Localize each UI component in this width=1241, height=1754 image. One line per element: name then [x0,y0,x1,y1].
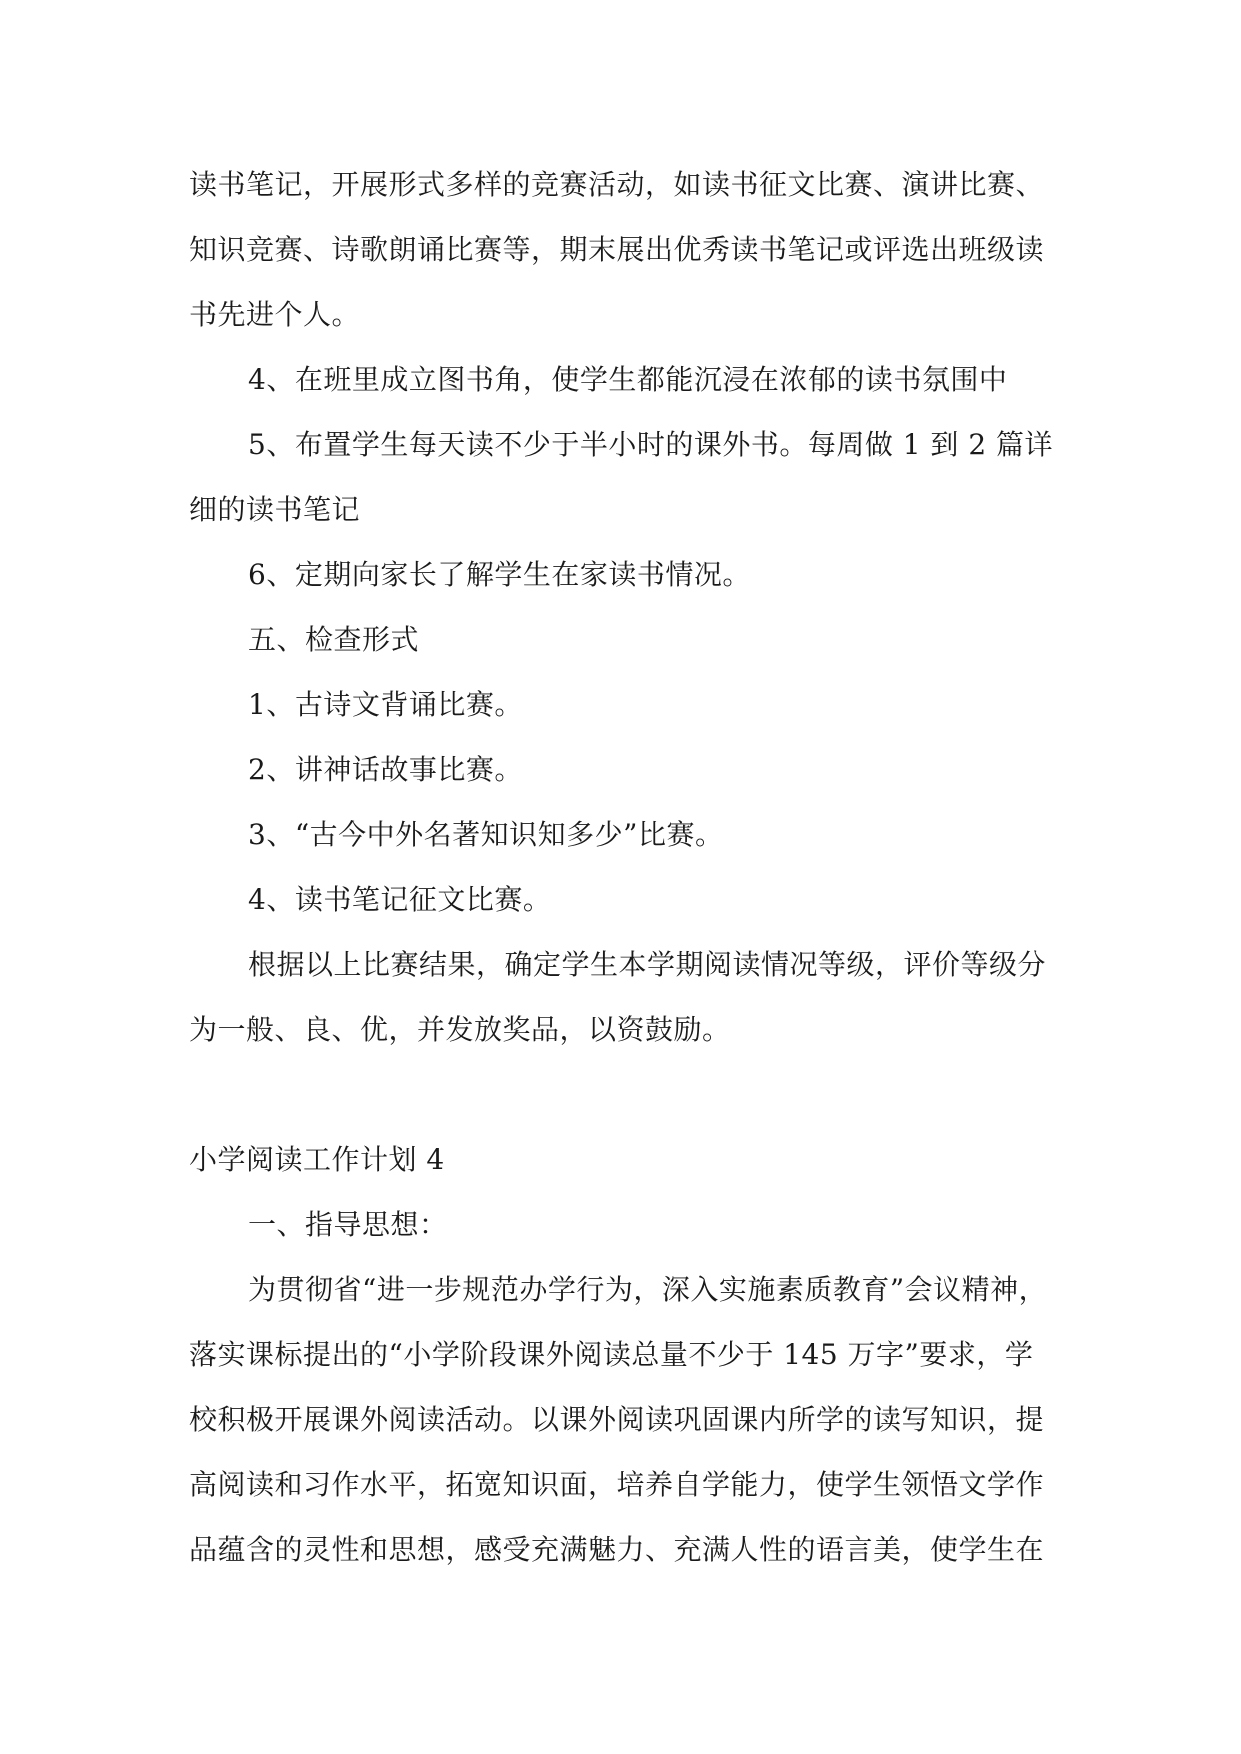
paragraph-line: 校积极开展课外阅读活动。以课外阅读巩固课内所学的读写知识，提 [189,1403,1045,1436]
paragraph-line: 品蕴含的灵性和思想，感受充满魅力、充满人性的语言美，使学生在 [189,1533,1045,1566]
list-item: 5、布置学生每天读不少于半小时的课外书。每周做 1 到 2 篇详 [248,428,1054,461]
section-heading: 一、指导思想： [248,1208,448,1241]
paragraph-line: 书先进个人。 [189,298,361,331]
list-item-continuation: 细的读书笔记 [189,493,361,526]
section-heading: 五、检查形式 [248,623,420,656]
list-item: 4、读书笔记征文比赛。 [248,883,552,916]
paragraph-line: 落实课标提出的“小学阶段课外阅读总量不少于 145 万字”要求，学 [189,1338,1034,1371]
paragraph-line: 根据以上比赛结果，确定学生本学期阅读情况等级，评价等级分 [248,948,1047,981]
paragraph-line: 知识竞赛、诗歌朗诵比赛等，期末展出优秀读书笔记或评选出班级读 [189,233,1045,266]
paragraph-line: 高阅读和习作水平，拓宽知识面，培养自学能力，使学生领悟文学作 [189,1468,1045,1501]
paragraph-line: 为一般、良、优，并发放奖品，以资鼓励。 [189,1013,731,1046]
list-item: 2、讲神话故事比赛。 [248,753,523,786]
list-item: 1、古诗文背诵比赛。 [248,688,523,721]
document-title: 小学阅读工作计划 4 [189,1143,445,1176]
paragraph-line: 为贯彻省“进一步规范办学行为，深入实施素质教育”会议精神， [248,1273,1048,1306]
paragraph-line: 读书笔记，开展形式多样的竞赛活动，如读书征文比赛、演讲比赛、 [189,168,1045,201]
list-item: 3、“古今中外名著知识知多少”比赛。 [248,818,724,851]
list-item: 4、在班里成立图书角，使学生都能沉浸在浓郁的读书氛围中 [248,363,1008,396]
list-item: 6、定期向家长了解学生在家读书情况。 [248,558,751,591]
